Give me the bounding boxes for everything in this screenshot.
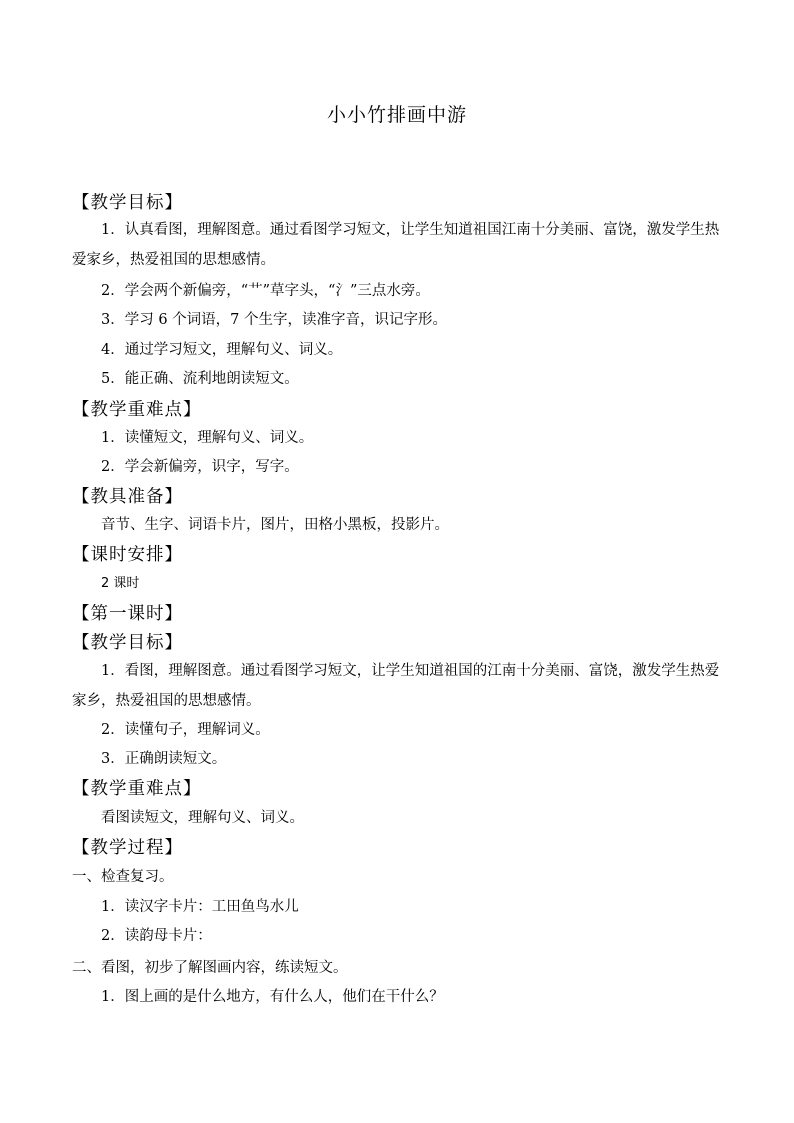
schedule-heading: 【课时安排】 <box>72 545 183 565</box>
goal-item-3: 3．学习 6 个词语，7 个生字，读准字音，识记字形。 <box>101 312 448 328</box>
goal-item-2: 2．学会两个新偏旁，“艹”草字头，“氵”三点水旁。 <box>101 283 430 299</box>
goal-item-1: 1．认真看图，理解图意。通过看图学习短文，让学生知道祖国江南十分美丽、富饶，激发学生热爱家乡，热爱祖国的思想感情。 <box>72 222 720 268</box>
key-point-item-1: 1．读懂短文，理解句义、词义。 <box>101 430 314 446</box>
goals-heading: 【教学目标】 <box>72 193 183 213</box>
lesson1-key-text: 看图读短文，理解句义、词义。 <box>101 810 304 826</box>
process-step-2-item-1: 1．图上画的是什么地方，有什么人，他们在干什么？ <box>101 989 444 1005</box>
goal-item-4: 4．通过学习短文，理解句义、词义。 <box>101 342 343 358</box>
lesson1-goal-item-3: 3．正确朗读短文。 <box>101 751 227 767</box>
materials-text: 音节、生字、词语卡片，图片，田格小黑板，投影片。 <box>101 517 449 533</box>
goal-item-5: 5．能正确、流利地朗读短文。 <box>101 371 299 387</box>
lesson1-goal-item-2: 2．读懂句子，理解词义。 <box>101 722 270 738</box>
process-heading: 【教学过程】 <box>72 838 183 858</box>
lesson1-heading: 【第一课时】 <box>72 604 183 624</box>
schedule-text: 2 课时 <box>101 576 140 591</box>
key-point-item-2: 2．学会新偏旁，识字，写字。 <box>101 459 299 475</box>
page-title: 小小竹排画中游 <box>326 104 467 126</box>
process-step-1-item-1: 1．读汉字卡片：工田鱼鸟水儿 <box>101 899 299 915</box>
lesson1-goals-heading: 【教学目标】 <box>72 633 183 653</box>
process-step-1-item-2: 2．读韵母卡片： <box>101 928 212 944</box>
process-step-2: 二、看图，初步了解图画内容，练读短文。 <box>72 960 348 976</box>
key-points-heading: 【教学重难点】 <box>72 400 202 420</box>
materials-heading: 【教具准备】 <box>72 487 183 507</box>
lesson1-goal-item-1: 1．看图，理解图意。通过看图学习短文，让学生知道祖国的江南十分美丽、富饶，激发学生热爱家乡，热爱祖国的思想感情。 <box>72 663 720 709</box>
process-step-1: 一、检查复习。 <box>72 869 174 885</box>
lesson1-key-heading: 【教学重难点】 <box>72 779 202 799</box>
